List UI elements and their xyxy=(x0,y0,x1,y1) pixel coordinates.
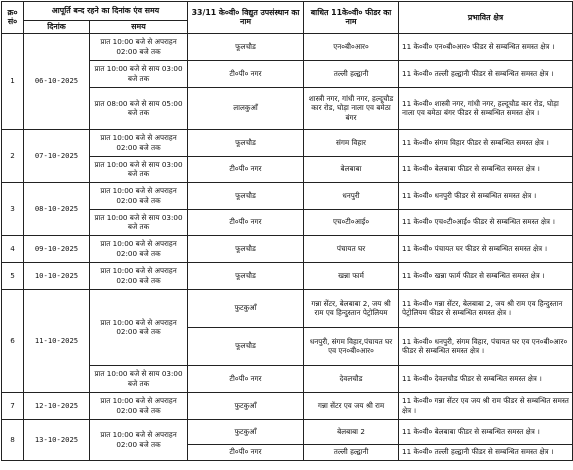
substation-cell: फूलचौड xyxy=(188,327,304,365)
area-cell: 11 के०वी० धनपुरी, संगम विहार, पंचायत घर एव एन०बी०आर० फीडर से सम्बन्धित समस्त क्षेत्र । xyxy=(399,327,573,365)
date-cell: 06-10-2025 xyxy=(24,33,90,129)
date-cell: 11-10-2025 xyxy=(24,289,90,392)
table-row xyxy=(2,262,573,289)
date-cell: 07-10-2025 xyxy=(24,129,90,182)
feeder-cell: धनपुरी xyxy=(304,182,399,209)
table-row xyxy=(2,289,573,327)
feeder-cell: एन०बी०आर० xyxy=(304,33,399,60)
table-row xyxy=(2,419,573,444)
area-cell: 11 के०वी० खन्ना फार्म फीडर से सम्बन्धित समस्त क्षेत्र । xyxy=(399,262,573,289)
time-cell: प्रात 10:00 बजे से अपराहन 02:00 बजे तक xyxy=(90,262,188,289)
substation-cell: फुटकुआँ xyxy=(188,392,304,419)
area-cell: 11 के०वी० एच०टी०आई० फीडर से सम्बन्धित समस्त क्षेत्र । xyxy=(399,209,573,235)
substation-cell: फूलचौड xyxy=(188,33,304,60)
substation-cell: फूलचौड xyxy=(188,235,304,262)
substation-cell: टी०पी० नगर xyxy=(188,365,304,392)
substation-cell: फूलचौड xyxy=(188,182,304,209)
time-cell: प्रात 08:00 बजे से साय 05:00 बजे तक xyxy=(90,87,188,129)
time-cell: प्रात 10:00 बजे से अपराहन 02:00 बजे तक xyxy=(90,289,188,365)
substation-cell: टी०पी० नगर xyxy=(188,444,304,460)
area-cell: 11 के०वी० बेलबाबा फीडर से सम्बन्धित समस्त क्षेत्र । xyxy=(399,156,573,182)
time-cell: प्रात 10:00 बजे से अपराहन 02:00 बजे तक xyxy=(90,33,188,60)
header-outage-date-time: आपूर्ति बन्द रहने का दिनांक एंव समय xyxy=(24,2,188,21)
sno-cell: 8 xyxy=(2,419,24,460)
feeder-cell: गन्ना सेंटर एव जय श्री राम xyxy=(304,392,399,419)
time-cell: प्रात 10:00 बजे से साय 03:00 बजे तक xyxy=(90,209,188,235)
feeder-cell: बेलबाबा 2 xyxy=(304,419,399,444)
date-cell: 12-10-2025 xyxy=(24,392,90,419)
time-cell: प्रात 10:00 बजे से साय 03:00 बजे तक xyxy=(90,60,188,87)
date-cell: 09-10-2025 xyxy=(24,235,90,262)
feeder-cell: एच०टी०आई० xyxy=(304,209,399,235)
feeder-cell: पंचायत घर xyxy=(304,235,399,262)
sno-cell: 1 xyxy=(2,33,24,129)
substation-cell: टी०पी० नगर xyxy=(188,156,304,182)
feeder-cell: देवलचौड xyxy=(304,365,399,392)
header-feeder: बाधित 11के०वी० फीडर का नाम xyxy=(304,2,399,34)
feeder-cell: शास्त्री नगर, गांधी नगर, हल्दूचौड कार रोड, घोड़ा नाला एव बमेठा बंगर xyxy=(304,87,399,129)
area-cell: 11 के०वी० एन०बी०आर० फीडर से सम्बन्धित समस्त क्षेत्र । xyxy=(399,33,573,60)
header-time: समय xyxy=(90,21,188,34)
feeder-cell: संगम विहार xyxy=(304,129,399,156)
time-cell: प्रात 10:00 बजे से साय 03:00 बजे तक xyxy=(90,365,188,392)
sno-cell: 4 xyxy=(2,235,24,262)
table-row xyxy=(2,235,573,262)
time-cell: प्रात 10:00 बजे से अपराहन 02:00 बजे तक xyxy=(90,419,188,460)
substation-cell: फूलचौड xyxy=(188,262,304,289)
sno-cell: 6 xyxy=(2,289,24,392)
area-cell: 11 के०वी० गन्ना सेंटर एव जय श्री राम फीडर से सम्बन्धित समस्त क्षेत्र । xyxy=(399,392,573,419)
header-sno: क्र० सं० xyxy=(2,2,24,34)
table-row xyxy=(2,33,573,60)
area-cell: 11 के०वी० संगम विहार फीडर से सम्बन्धित समस्त क्षेत्र । xyxy=(399,129,573,156)
outage-schedule-table xyxy=(1,1,573,461)
sno-cell: 7 xyxy=(2,392,24,419)
time-cell: प्रात 10:00 बजे से अपराहन 02:00 बजे तक xyxy=(90,182,188,209)
feeder-cell: तल्ली हल्द्वानी xyxy=(304,60,399,87)
feeder-cell: खन्ना फार्म xyxy=(304,262,399,289)
feeder-cell: गन्ना सेंटर, बेलबाबा 2, जय श्री राम एव हिन्दुस्तान पेट्रोलियम xyxy=(304,289,399,327)
table-row xyxy=(2,182,573,209)
date-cell: 08-10-2025 xyxy=(24,182,90,235)
substation-cell: फूलचौड xyxy=(188,129,304,156)
area-cell: 11 के०वी० बेलबाबा फीडर से सम्बन्धित समस्त क्षेत्र । xyxy=(399,419,573,444)
area-cell: 11 के०वी० तल्ली हल्द्वानी फीडर से सम्बन्धित समस्त क्षेत्र । xyxy=(399,444,573,460)
table-row xyxy=(2,129,573,156)
time-cell: प्रात 10:00 बजे से अपराहन 02:00 बजे तक xyxy=(90,235,188,262)
table-row xyxy=(2,392,573,419)
feeder-cell: बेलबाबा xyxy=(304,156,399,182)
area-cell: 11 के०वी० धनपुरी फीडर से सम्बन्धित समस्त क्षेत्र । xyxy=(399,182,573,209)
sno-cell: 5 xyxy=(2,262,24,289)
sno-cell: 3 xyxy=(2,182,24,235)
time-cell: प्रात 10:00 बजे से अपराहन 02:00 बजे तक xyxy=(90,129,188,156)
time-cell: प्रात 10:00 बजे से अपराहन 02:00 बजे तक xyxy=(90,392,188,419)
area-cell: 11 के०वी० गन्ना सेंटर, बेलबाबा 2, जय श्री राम एव हिन्दुस्तान पेट्रोलियम फीडर से सम्बन्धित समस्त क्षेत्र । xyxy=(399,289,573,327)
sno-cell: 2 xyxy=(2,129,24,182)
substation-cell: टी०पी० नगर xyxy=(188,209,304,235)
feeder-cell: तल्ली हल्द्वानी xyxy=(304,444,399,460)
area-cell: 11 के०वी० देवलचौड फीडर से सम्बन्धित समस्त क्षेत्र । xyxy=(399,365,573,392)
area-cell: 11 के०वी० शास्त्री नगर, गांधी नगर, हल्दूचौड कार रोड, घोड़ा नाला एव बमेठा बंगर फीडर से सम्बन्धित समस्त क्षेत्र । xyxy=(399,87,573,129)
substation-cell: फुटकुआँ xyxy=(188,419,304,444)
substation-cell: फुटकुआँ xyxy=(188,289,304,327)
area-cell: 11 के०वी० पंचायत घर फीडर से सम्बन्धित समस्त क्षेत्र । xyxy=(399,235,573,262)
substation-cell: लालकुआँ xyxy=(188,87,304,129)
header-date: दिनांक xyxy=(24,21,90,34)
feeder-cell: धनपुरी, संगम विहार,पंचायत घर एव एन०बी०आर० xyxy=(304,327,399,365)
date-cell: 10-10-2025 xyxy=(24,262,90,289)
header-substation: 33/11 के०वी० विद्युत उपसंस्थान का नाम xyxy=(188,2,304,34)
time-cell: प्रात 10:00 बजे से साय 03:00 बजे तक xyxy=(90,156,188,182)
date-cell: 13-10-2025 xyxy=(24,419,90,460)
area-cell: 11 के०वी० तल्ली हल्द्वानी फीडर से सम्बन्धित समस्त क्षेत्र । xyxy=(399,60,573,87)
substation-cell: टी०पी० नगर xyxy=(188,60,304,87)
header-affected-area: प्रभावित क्षेत्र xyxy=(399,2,573,34)
